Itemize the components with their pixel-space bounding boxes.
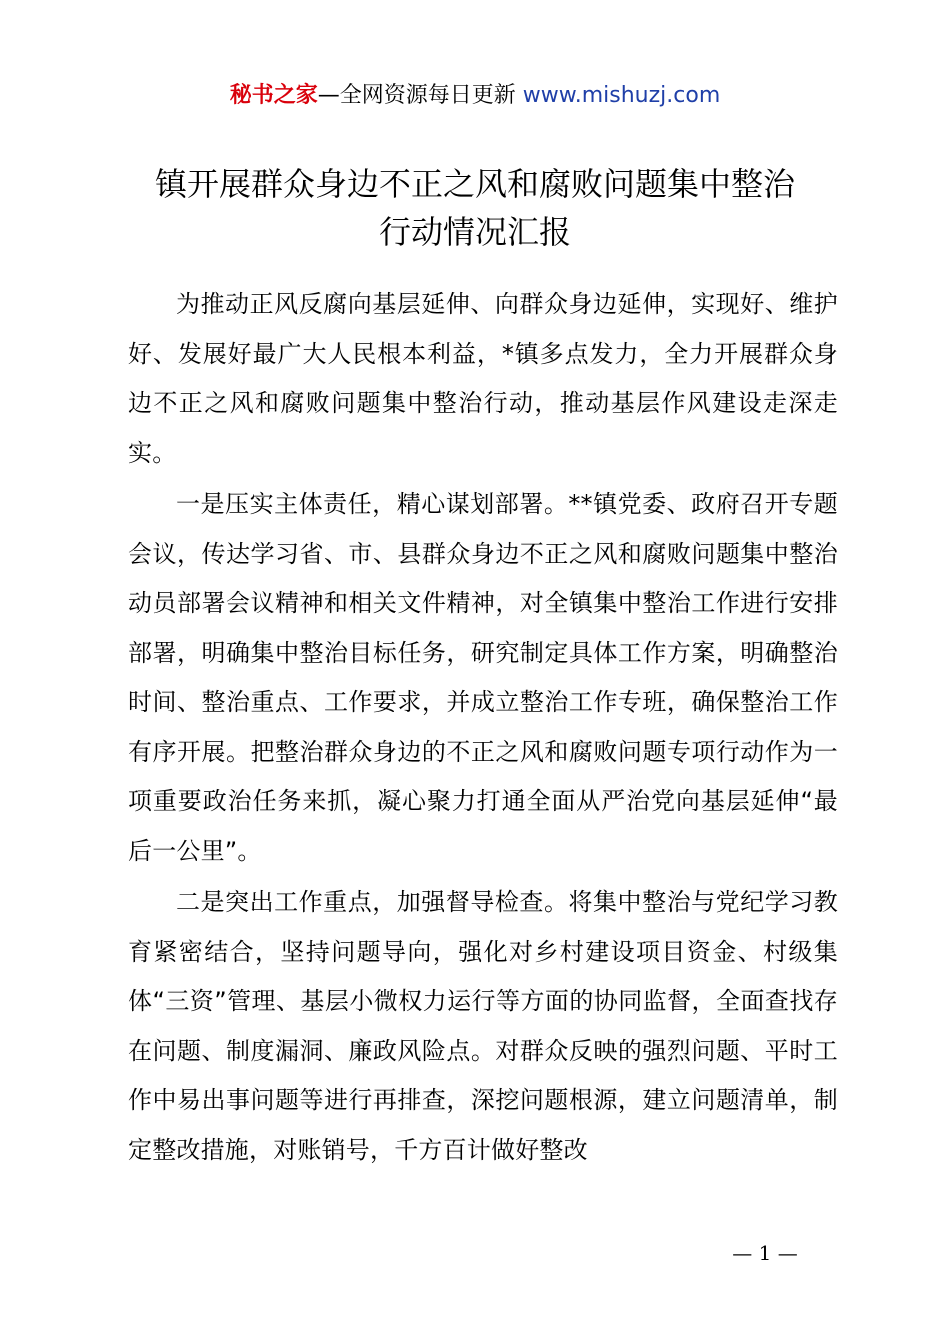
intro-paragraph: 为推动正风反腐向基层延伸、向群众身边延伸，实现好、维护好、发展好最广大人民根本利益，*镇多点发力，全力开展群众身边不正之风和腐败问题集中整治行动，推动基层作风建设走深走实。 (128, 290, 838, 467)
page-number: — 1 — (732, 1241, 798, 1265)
document-body (128, 280, 838, 1177)
section-two-paragraph: 二是突出工作重点，加强督导检查。将集中整治与党纪学习教育紧密结合，坚持问题导向，强化对乡村建设项目资金、村级集体“三资”管理、基层小微权力运行等方面的协同监督，全面查找存在问题、制度漏洞、廉政风险点。对群众反映的强烈问题、平时工作中易出事问题等进行再排查，深挖问题根源，建立问题清单，制定整改措施，对账销号，千方百计做好整改 (128, 888, 838, 1164)
title-line-1: 镇开展群众身边不正之风和腐败问题集中整治 (154, 165, 795, 203)
banner-url-link[interactable]: www.mishuzj.com (522, 83, 721, 108)
banner-slogan: —全网资源每日更新 (317, 83, 516, 108)
site-banner (0, 78, 950, 114)
section-one-paragraph: 一是压实主体责任，精心谋划部署。**镇党委、政府召开专题会议，传达学习省、市、县群众身边不正之风和腐败问题集中整治动员部署会议精神和相关文件精神，对全镇集中整治工作进行安排部署，明确集中整治目标任务，研究制定具体工作方案，明确整治时间、整治重点、工作要求，并成立整治工作专班，确保整治工作有序开展。把整治群众身边的不正之风和腐败问题专项行动作为一项重要政治任务来抓，凝心聚力打通全面从严治党向基层延伸“最后一公里”。 (128, 490, 838, 865)
banner-brand: 秘书之家 (229, 83, 318, 108)
document-title (95, 160, 855, 256)
title-line-2: 行动情况汇报 (378, 213, 571, 251)
